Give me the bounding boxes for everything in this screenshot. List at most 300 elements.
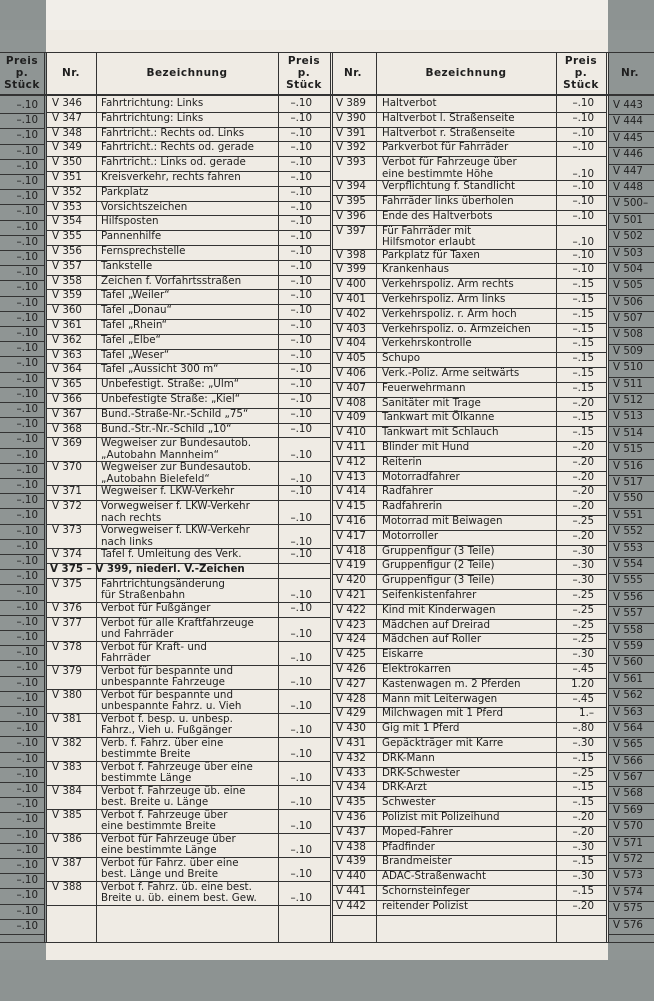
edge-number: V 445 (613, 131, 643, 144)
item-number: V 350 (52, 156, 82, 169)
item-price: –.25 (572, 618, 594, 631)
item-price: –.20 (572, 825, 594, 838)
item-description: Motorradfahrer (382, 470, 460, 483)
item-description: Tafel „Elbe“ (101, 333, 161, 346)
item-description: Vorwegweiser f. LKW-Verkehr (101, 500, 250, 513)
item-number: V 432 (336, 751, 366, 764)
item-number: V 360 (52, 304, 82, 317)
item-number: V 370 (52, 461, 82, 474)
item-price: –.15 (572, 278, 594, 291)
edge-number: V 517 (613, 476, 643, 489)
item-description: Zeichen f. Vorfahrtsstraßen (101, 274, 242, 287)
item-number: V 355 (52, 230, 82, 243)
edge-number: V 505 (613, 279, 643, 292)
edge-number: V 447 (613, 164, 643, 177)
item-description: Haltverbot r. Straßenseite (382, 126, 515, 139)
item-price: –.10 (290, 393, 312, 405)
item-price: –.20 (572, 899, 594, 912)
item-price: –.10 (290, 245, 312, 257)
edge-number: V 561 (613, 672, 643, 685)
item-number: V 440 (336, 870, 366, 883)
edge-number: V 448 (613, 180, 643, 193)
item-description: Unbefestigt. Straße: „Ulm“ (101, 378, 240, 391)
edge-price: –.10 (16, 691, 38, 704)
item-number: V 427 (336, 677, 366, 690)
edge-price: –.10 (16, 494, 38, 507)
item-price: –.15 (572, 885, 594, 897)
column-rule (330, 52, 331, 942)
item-price: –.10 (572, 180, 594, 193)
edge-number: V 573 (613, 869, 643, 882)
item-price: –.30 (572, 840, 594, 853)
edge-price: –.10 (16, 585, 38, 598)
header-nr-3: Nr. (621, 67, 639, 79)
item-number: V 377 (52, 616, 82, 629)
edge-price: –.10 (16, 752, 38, 765)
item-description: Vorwegweiser f. LKW-Verkehr (101, 524, 250, 537)
item-description: Bund.-Straße-Nr.-Schild „75“ (101, 407, 249, 420)
item-description: Verbot für Fahrzeuge über (101, 832, 236, 845)
item-description: Wegweiser zur Bundesautob. (101, 461, 252, 474)
item-description: Mädchen auf Dreirad (382, 618, 490, 631)
header-rule (0, 94, 654, 96)
edge-price: –.10 (16, 205, 38, 218)
item-description: Kind mit Kinderwagen (382, 603, 496, 616)
item-number: V 414 (336, 485, 366, 498)
item-number: V 419 (336, 559, 366, 572)
item-price: –.20 (572, 455, 594, 468)
item-description: Verbot f. Fahrzeuge über eine (101, 760, 253, 773)
item-number: V 356 (52, 245, 82, 257)
item-price: –.10 (572, 97, 594, 109)
item-price: –.10 (290, 126, 312, 139)
item-price: 1.– (579, 707, 594, 720)
edge-price: –.10 (16, 251, 38, 263)
item-price: 1.20 (571, 677, 594, 690)
item-description: Milchwagen mit 1 Pferd (382, 707, 503, 720)
item-price: –.10 (290, 844, 312, 857)
item-number: V 389 (336, 97, 366, 109)
edge-number: V 565 (613, 738, 643, 751)
item-price: –.30 (572, 648, 594, 661)
page-top-margin (46, 0, 608, 30)
item-number: V 394 (336, 180, 366, 193)
item-description: Verpflichtung f. Standlicht (382, 180, 516, 193)
item-description: Fahrz., Vieh u. Fußgänger (101, 724, 233, 737)
item-price: –.10 (290, 796, 312, 809)
edge-price: –.10 (16, 722, 38, 735)
item-number: V 436 (336, 811, 366, 823)
edge-number: V 569 (613, 803, 643, 816)
item-number: V 365 (52, 378, 82, 391)
item-description: Radfahrerin (382, 500, 443, 513)
item-number: V 375 (52, 577, 82, 590)
item-price: –.10 (290, 185, 312, 198)
item-number: V 383 (52, 760, 82, 773)
item-price: –.15 (572, 781, 594, 794)
edge-price: –.10 (16, 266, 38, 279)
item-description: Tafel „Weiler“ (101, 289, 170, 302)
item-description: Verbot f. Fahrzeuge über (101, 808, 228, 821)
edge-price: –.10 (16, 190, 38, 203)
edge-price: –.10 (16, 403, 38, 415)
edge-number: V 503 (613, 246, 643, 259)
item-number: V 400 (336, 278, 366, 291)
item-number: V 408 (336, 396, 366, 409)
item-description: Tafel f. Umleitung des Verk. (101, 548, 242, 561)
item-description: Haltverbot l. Straßenseite (382, 111, 515, 124)
item-description: Kreisverkehr, rechts fahren (101, 171, 241, 183)
item-price: –.15 (572, 411, 594, 424)
column-rule (606, 52, 607, 942)
item-number: V 390 (336, 111, 366, 124)
item-price: –.10 (290, 171, 312, 183)
item-description: eine bestimmte Höhe (382, 167, 494, 180)
item-description: Motorroller (382, 529, 439, 542)
item-price: –.10 (290, 548, 312, 561)
item-number: V 374 (52, 548, 82, 561)
item-description: Ende des Haltverbots (382, 209, 493, 222)
edge-number: V 566 (613, 754, 643, 767)
item-number: V 364 (52, 363, 82, 376)
edge-number: V 508 (613, 328, 643, 341)
edge-number: V 516 (613, 459, 643, 472)
edge-number: V 558 (613, 623, 643, 636)
item-price: –.30 (572, 544, 594, 557)
item-description: Hilfsposten (101, 215, 159, 228)
item-number: V 425 (336, 648, 366, 661)
item-price: –.10 (572, 209, 594, 222)
item-number: V 387 (52, 856, 82, 869)
item-description: Verbot f. Fahrzeuge üb. eine (101, 784, 246, 797)
item-description: best. Breite u. Länge (101, 796, 209, 809)
item-number: V 423 (336, 618, 366, 631)
item-description: Gruppenfigur (3 Teile) (382, 544, 495, 557)
item-price: –.10 (290, 274, 312, 287)
item-number: V 388 (52, 880, 82, 893)
item-description: Parkverbot für Fahrräder (382, 141, 509, 154)
item-number: V 384 (52, 784, 82, 797)
item-price: –.10 (290, 111, 312, 124)
column-rule (332, 52, 333, 942)
item-number: V 402 (336, 307, 366, 320)
item-price: –.30 (572, 737, 594, 749)
item-description: best. Länge und Breite (101, 868, 219, 881)
edge-price: –.10 (16, 418, 38, 431)
item-number: V 379 (52, 664, 82, 677)
item-description: Verbot für Fahrzeuge über (382, 156, 517, 169)
item-description: Tafel „Aussicht 300 m“ (101, 363, 219, 376)
column-rule (44, 52, 45, 942)
edge-price: –.10 (16, 281, 38, 294)
edge-price: –.10 (16, 570, 38, 583)
edge-number: V 552 (613, 525, 643, 538)
edge-number: V 563 (613, 705, 643, 718)
edge-price: –.10 (16, 737, 38, 750)
edge-price: –.10 (16, 387, 38, 400)
item-description: Fahrtricht.: Rechts od. Links (101, 126, 245, 139)
item-description: nach rechts (101, 511, 162, 524)
item-description: Feuerwehrmann (382, 381, 466, 394)
item-description: DRK-Mann (382, 751, 435, 764)
item-description: Krankenhaus (382, 263, 450, 276)
edge-number: V 443 (613, 99, 643, 111)
item-description: Gruppenfigur (2 Teile) (382, 559, 495, 572)
item-description: Verbot für bespannte und (101, 664, 233, 677)
item-price: –.10 (290, 348, 312, 361)
item-number: V 399 (336, 263, 366, 276)
row-rule (0, 934, 44, 935)
item-price: –.10 (290, 868, 312, 881)
item-price: –.10 (290, 892, 312, 905)
item-number: V 351 (52, 171, 82, 183)
item-number: V 372 (52, 500, 82, 513)
row-rule (608, 934, 654, 935)
item-price: –.10 (290, 472, 312, 485)
item-price: –.15 (572, 367, 594, 379)
item-number: V 420 (336, 574, 366, 587)
item-number: V 362 (52, 333, 82, 346)
item-description: Schwester (382, 796, 436, 809)
item-price: –.10 (572, 141, 594, 154)
edge-price: –.10 (16, 798, 38, 811)
item-number: V 373 (52, 524, 82, 537)
item-number: V 426 (336, 663, 366, 675)
item-price: –.25 (572, 515, 594, 527)
item-price: –.10 (290, 511, 312, 524)
edge-price: –.10 (16, 463, 38, 476)
item-description: Breite u. üb. einem best. Gew. (101, 892, 257, 905)
edge-number: V 512 (613, 394, 643, 407)
item-price: –.10 (290, 772, 312, 785)
item-price: –.45 (572, 663, 594, 675)
item-price: –.30 (572, 559, 594, 572)
edge-number: V 551 (613, 508, 643, 521)
item-price: –.15 (572, 322, 594, 335)
item-number: V 392 (336, 141, 366, 154)
item-number: V 434 (336, 781, 366, 794)
item-price: –.10 (290, 97, 312, 109)
item-price: –.10 (290, 724, 312, 737)
item-price: –.10 (290, 676, 312, 689)
item-number: V 369 (52, 437, 82, 450)
item-number: V 398 (336, 248, 366, 261)
item-number: V 430 (336, 722, 366, 735)
item-price: –.10 (290, 333, 312, 346)
edge-price: –.10 (16, 433, 38, 446)
item-description: Elektrokarren (382, 663, 452, 675)
item-price: –.10 (290, 141, 312, 154)
item-price: –.10 (290, 230, 312, 243)
item-description: Verbot f. besp. u. unbesp. (101, 712, 233, 725)
item-description: Verkehrspoliz. Arm rechts (382, 278, 514, 291)
item-price: –.15 (572, 352, 594, 365)
item-price: –.10 (290, 485, 312, 498)
edge-price: –.10 (16, 859, 38, 871)
item-description: Gig mit 1 Pferd (382, 722, 460, 735)
item-description: Verbot für bespannte und (101, 688, 233, 701)
item-number: V 366 (52, 393, 82, 405)
item-description: Verbot für Fußgänger (101, 601, 211, 614)
item-description: Pfadfinder (382, 840, 435, 853)
item-price: –.10 (290, 628, 312, 641)
item-price: –.10 (290, 319, 312, 331)
edge-price: –.10 (16, 235, 38, 248)
item-price: –.10 (290, 215, 312, 228)
item-description: Tankwart mit Schlauch (382, 426, 499, 439)
item-price: –.20 (572, 470, 594, 483)
item-description: Polizist mit Polizeihund (382, 811, 500, 823)
item-description: ADAC-Straßenwacht (382, 870, 486, 883)
item-price: –.10 (290, 700, 312, 713)
item-description: Fahrtrichtung: Links (101, 97, 204, 109)
item-number: V 357 (52, 259, 82, 272)
edge-price: –.10 (16, 919, 38, 932)
item-number: V 371 (52, 485, 82, 498)
edge-number: V 554 (613, 557, 643, 570)
item-description: Tafel „Weser“ (101, 348, 170, 361)
item-description: Fahrtrichtung: Links (101, 111, 204, 124)
item-number: V 348 (52, 126, 82, 139)
edge-price: –.10 (16, 175, 38, 187)
item-description: Wegweiser f. LKW-Verkehr (101, 485, 235, 498)
item-price: –.15 (572, 337, 594, 350)
edge-number: V 506 (613, 295, 643, 308)
item-price: –.20 (572, 441, 594, 453)
edge-number: V 501 (613, 213, 643, 226)
item-description: Verkehrspoliz. Arm links (382, 293, 506, 305)
item-number: V 382 (52, 736, 82, 749)
item-number: V 404 (336, 337, 366, 350)
item-description: eine bestimmte Breite (101, 820, 216, 833)
item-number: V 358 (52, 274, 82, 287)
item-number: V 349 (52, 141, 82, 154)
item-price: –.10 (572, 248, 594, 261)
item-price: –.15 (572, 796, 594, 809)
item-description: Blinder mit Hund (382, 441, 470, 453)
price-list-table (0, 52, 654, 942)
item-price: –.15 (572, 307, 594, 320)
item-number: V 413 (336, 470, 366, 483)
edge-price: –.10 (16, 661, 38, 674)
item-price: –.15 (572, 293, 594, 305)
edge-price: –.10 (16, 479, 38, 491)
header-nr-1: Nr. (62, 67, 80, 79)
item-description: Tankwart mit Ölkanne (382, 411, 495, 424)
edge-price: –.10 (16, 220, 38, 233)
item-description: Unbefestigte Straße: „Kiel“ (101, 393, 241, 405)
edge-number: V 502 (613, 230, 643, 243)
item-number: V 376 (52, 601, 82, 614)
item-description: Verkehrspoliz. r. Arm hoch (382, 307, 517, 320)
item-price: –.30 (572, 870, 594, 883)
edge-price: –.10 (16, 646, 38, 659)
edge-number: V 556 (613, 590, 643, 603)
item-price: –.10 (290, 422, 312, 435)
header-price-left: Preis p. Stück (4, 55, 40, 91)
item-number: V 435 (336, 796, 366, 809)
edge-number: V 576 (613, 918, 643, 931)
item-number: V 346 (52, 97, 82, 109)
edge-price: –.10 (16, 676, 38, 689)
item-description: Motorrad mit Beiwagen (382, 515, 503, 527)
edge-number: V 500– (613, 197, 649, 210)
edge-price: –.10 (16, 828, 38, 841)
edge-price: –.10 (16, 904, 38, 917)
item-price: –.10 (290, 304, 312, 317)
item-number: V 431 (336, 737, 366, 749)
item-description: reitender Polizist (382, 899, 469, 912)
item-price: –.15 (572, 855, 594, 868)
item-number: V 429 (336, 707, 366, 720)
column-rule (608, 52, 609, 942)
item-price: –.25 (572, 633, 594, 646)
item-price: –.10 (290, 820, 312, 833)
column-rule (376, 52, 377, 942)
edge-number: V 557 (613, 607, 643, 620)
edge-price: –.10 (16, 114, 38, 127)
item-price: –.10 (572, 236, 594, 249)
header-nr-2: Nr. (344, 67, 362, 79)
edge-number: V 550 (613, 492, 643, 505)
item-number: V 385 (52, 808, 82, 821)
edge-number: V 575 (613, 902, 643, 915)
item-description: Fahrtricht.: Links od. gerade (101, 156, 246, 169)
edge-number: V 553 (613, 541, 643, 554)
item-description: nach links (101, 535, 153, 548)
item-description: DRK-Arzt (382, 781, 427, 794)
item-price: –.10 (572, 167, 594, 180)
item-description: Kastenwagen m. 2 Pferden (382, 677, 521, 690)
item-number: V 405 (336, 352, 366, 365)
edge-number: V 564 (613, 721, 643, 734)
item-number: V 393 (336, 156, 366, 169)
item-description: Verkehrskontrolle (382, 337, 472, 350)
item-description: Sanitäter mit Trage (382, 396, 481, 409)
item-price: –.20 (572, 500, 594, 513)
item-price: –.10 (572, 111, 594, 124)
item-number: V 401 (336, 293, 366, 305)
item-description: Tafel „Donau“ (101, 304, 172, 317)
edge-number: V 511 (613, 377, 643, 390)
item-description: Seifenkistenfahrer (382, 589, 477, 601)
item-number: V 437 (336, 825, 366, 838)
edge-number: V 560 (613, 656, 643, 669)
edge-price: –.10 (16, 783, 38, 795)
edge-price: –.10 (16, 327, 38, 339)
item-number: V 359 (52, 289, 82, 302)
item-description: Schornsteinfeger (382, 885, 470, 897)
item-description: Tankstelle (101, 259, 153, 272)
edge-price: –.10 (16, 889, 38, 902)
edge-price: –.10 (16, 311, 38, 324)
edge-number: V 507 (613, 312, 643, 325)
item-description: Schupo (382, 352, 421, 365)
item-number: V 367 (52, 407, 82, 420)
edge-number: V 572 (613, 853, 643, 866)
edge-price: –.10 (16, 524, 38, 537)
item-number: V 439 (336, 855, 366, 868)
item-price: –.25 (572, 603, 594, 616)
item-number: V 347 (52, 111, 82, 124)
column-rule (556, 52, 557, 942)
item-description: Haltverbot (382, 97, 437, 109)
item-description: Pannenhilfe (101, 230, 162, 243)
item-description: Verbot für Kraft- und (101, 640, 207, 653)
item-number: V 411 (336, 441, 366, 453)
item-number: V 361 (52, 319, 82, 331)
item-number: V 422 (336, 603, 366, 616)
